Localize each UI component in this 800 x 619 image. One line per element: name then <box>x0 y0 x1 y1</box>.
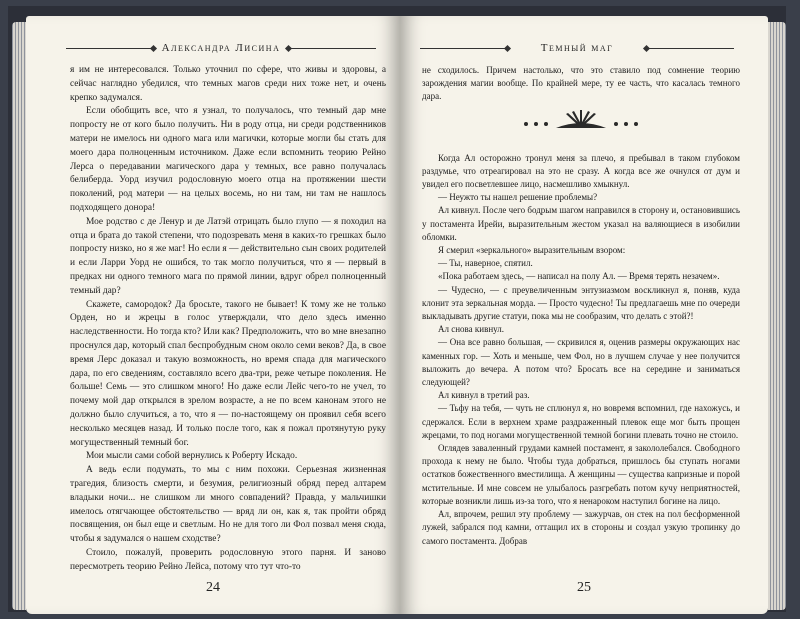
paragraph: Стоило, пожалуй, проверить родословную этого парня. И заново пересмотреть теорию Рейно Лейса, потому что тут что-то <box>70 547 386 572</box>
paragraph: Ал снова кивнул. <box>438 324 505 335</box>
paragraph: — Неужто ты нашел решение проблемы? <box>438 192 598 203</box>
right-page-header <box>420 42 734 62</box>
paragraph: я им не интересовался. Только уточнил по сфере, что живы и здоровы, а сейчас наглядно убедился, что темных магов среди них тоже нет, и очень крепко задумался. <box>70 65 386 103</box>
right-page-header-title: Темный маг <box>540 42 614 54</box>
paragraph: Ал кивнул. После чего бодрым шагом направился в сторону и, остановившись у постамента Ирейи, выразительным жестом указал на валяющиеся в изобилии обломки. <box>422 205 740 242</box>
paragraph: Скажете, самородок? Да бросьте, такого не бывает! К тому же не только Орден, но и жрецы в голос утверждали, что дело здесь именно наследственности. Но тогда кто? Или как? Предположить, что во мне внезапно проснулся дар, который спал беспробудным сном около семи веков? Да, в свое время Лерс доказал и такую возможность, но время спада для магического дара, по его сведениям, составляло всего два-три, реже четыре поколения. Не больше! Семь — это слишком много! Но даже если Лейс чего-то не учел, то почему мой дар открылся в зрелом возрасте, а не по всем канонам этого не должно было случиться, а то, что я — по-настоящему он проявил себя всего несколько месяцев назад. И только после того, как я пожал протянутую руку могущественный темный бог. <box>70 299 386 448</box>
header-rule-right <box>288 48 376 49</box>
paragraph: Я смерил «зеркального» выразительным взором: <box>438 245 626 256</box>
header-rule-left <box>420 48 508 49</box>
paragraph: Если обобщить все, что я узнал, то получалось, что темный дар мне попросту не от кого было получить. Ни в роду отца, ни среди родственников матери не имелось ни одного мага или магички, которые могли бы стать для моего дара полноценным источником. Даже если вспомнить теорию Рейно Лерса о передавании магического дара у темных, все равно получалась белиберда. Уорд изучил родословную моего отца на протяжении шести поколений, род матери — на целых восемь, но ни там, ни там не нашлось подходящего донора! <box>70 106 386 213</box>
paragraph: — Ты, наверное, спятил. <box>438 258 533 269</box>
left-page-header <box>66 42 376 62</box>
left-page-body <box>70 64 386 574</box>
left-page-number: 24 <box>206 580 220 595</box>
paragraph: А ведь если подумать, то мы с ним похожи. Серьезная жизненная трагедия, близость смерти, и безумия, религиозный обряд перед алтарем владыки ночи... не слишком ли много совпадений? Правда, у мальчишки имелось отягчающее обстоятельство — вряд ли он, как я, так пройти обряд посвящения, он был еще и светлым. Но не для того ли Фол позвал меня сюда, чтобы я задумался о нашем сходстве? <box>70 465 386 545</box>
header-rule-left <box>66 48 154 49</box>
paragraph: — Она все равно большая, — скривился я, оценив размеры окружающих нас каменных гор. — Хоть и меньше, чем Фол, но в лучшем случае у нее получится выложить до вечера. А потом что? Бросать все на середине и заниматься следующей? <box>422 337 740 388</box>
right-page <box>400 16 768 614</box>
ornament-icon <box>506 110 656 132</box>
book-spread <box>8 6 786 612</box>
left-page <box>26 16 400 614</box>
paragraph: Мое родство с де Ленур и де Латэй отрицать было глупо — я походил на отца и брата до такой степени, что подозревать меня в каких-то грешках было попросту низко, но я же маг! Но если я — действительно сын своих родителей и если Ларри Уорд не ошибся, то так могло получиться, что я — первый в предках ни одного темного мага по прямой линии, вдруг обрел полноценный темный дар? <box>70 216 386 296</box>
paragraph: «Пока работаем здесь, — написал на полу Ал. — Время терять незачем». <box>438 271 720 282</box>
right-page-number: 25 <box>577 580 591 595</box>
paragraph: — Чудесно, — с преувеличенным энтузиазмом воскликнул я, поняв, куда клонит эта зеркальная морда. — Просто чудесно! Ты предлагаешь мне по очереди выкладывать другие статуи, пока мы не сообразим, что делать с этой?! <box>422 284 740 322</box>
page-edges-left <box>12 22 26 610</box>
paragraph: не сходилось. Причем настолько, что это ставило под сомнение теорию зарождения магии вообще. По крайней мере, ту ее часть, что касалась темного дара. <box>422 65 740 102</box>
paragraph: — Тьфу на тебя, — чуть не сплюнул я, но вовремя вспомнил, где нахожусь, и сдержался. Если в верхнем храме раздраженный плевок еще мог быть прощен жрецами, то под ногами могущественной темной богини плевать точно не стоило. <box>422 403 740 440</box>
header-rule-right <box>646 48 734 49</box>
paragraph: Ал, впрочем, решил эту проблему — зажурчав, он стек на пол бесформенной лужей, забрался под камни, оттащил их в стороны и создал узкую тропинку до самого постамента. Добрав <box>422 509 740 546</box>
page-edges-right <box>768 22 786 610</box>
section-ornament <box>422 110 740 140</box>
paragraph: Оглядев заваленный грудами камней постамент, я закололебался. Свободного прохода к нему не было. Чтобы туда добраться, пришлось бы ступать ногами остатков божественного вместилища. А женщины — существа капризные и порой мстительные. И мне совсем не улыбалось разгребать потом кучу неприятностей, которые возникли лишь из-за того, что я ненароком наступил богине на лицо. <box>422 443 740 506</box>
paragraph: Ал кивнул в третий раз. <box>438 390 530 401</box>
right-page-body <box>422 64 740 548</box>
left-page-header-title: Александра Лисина <box>161 42 281 54</box>
paragraph: Когда Ал осторожно тронул меня за плечо, я пребывал в таком глубоком раздумье, что отреагировал на это не сразу. А когда все же очнулся от дум и увидел его посветлевшее лицо, насмешливо хмыкнул. <box>422 152 740 190</box>
paragraph: Мои мысли сами собой вернулись к Роберту Искадо. <box>86 451 298 462</box>
